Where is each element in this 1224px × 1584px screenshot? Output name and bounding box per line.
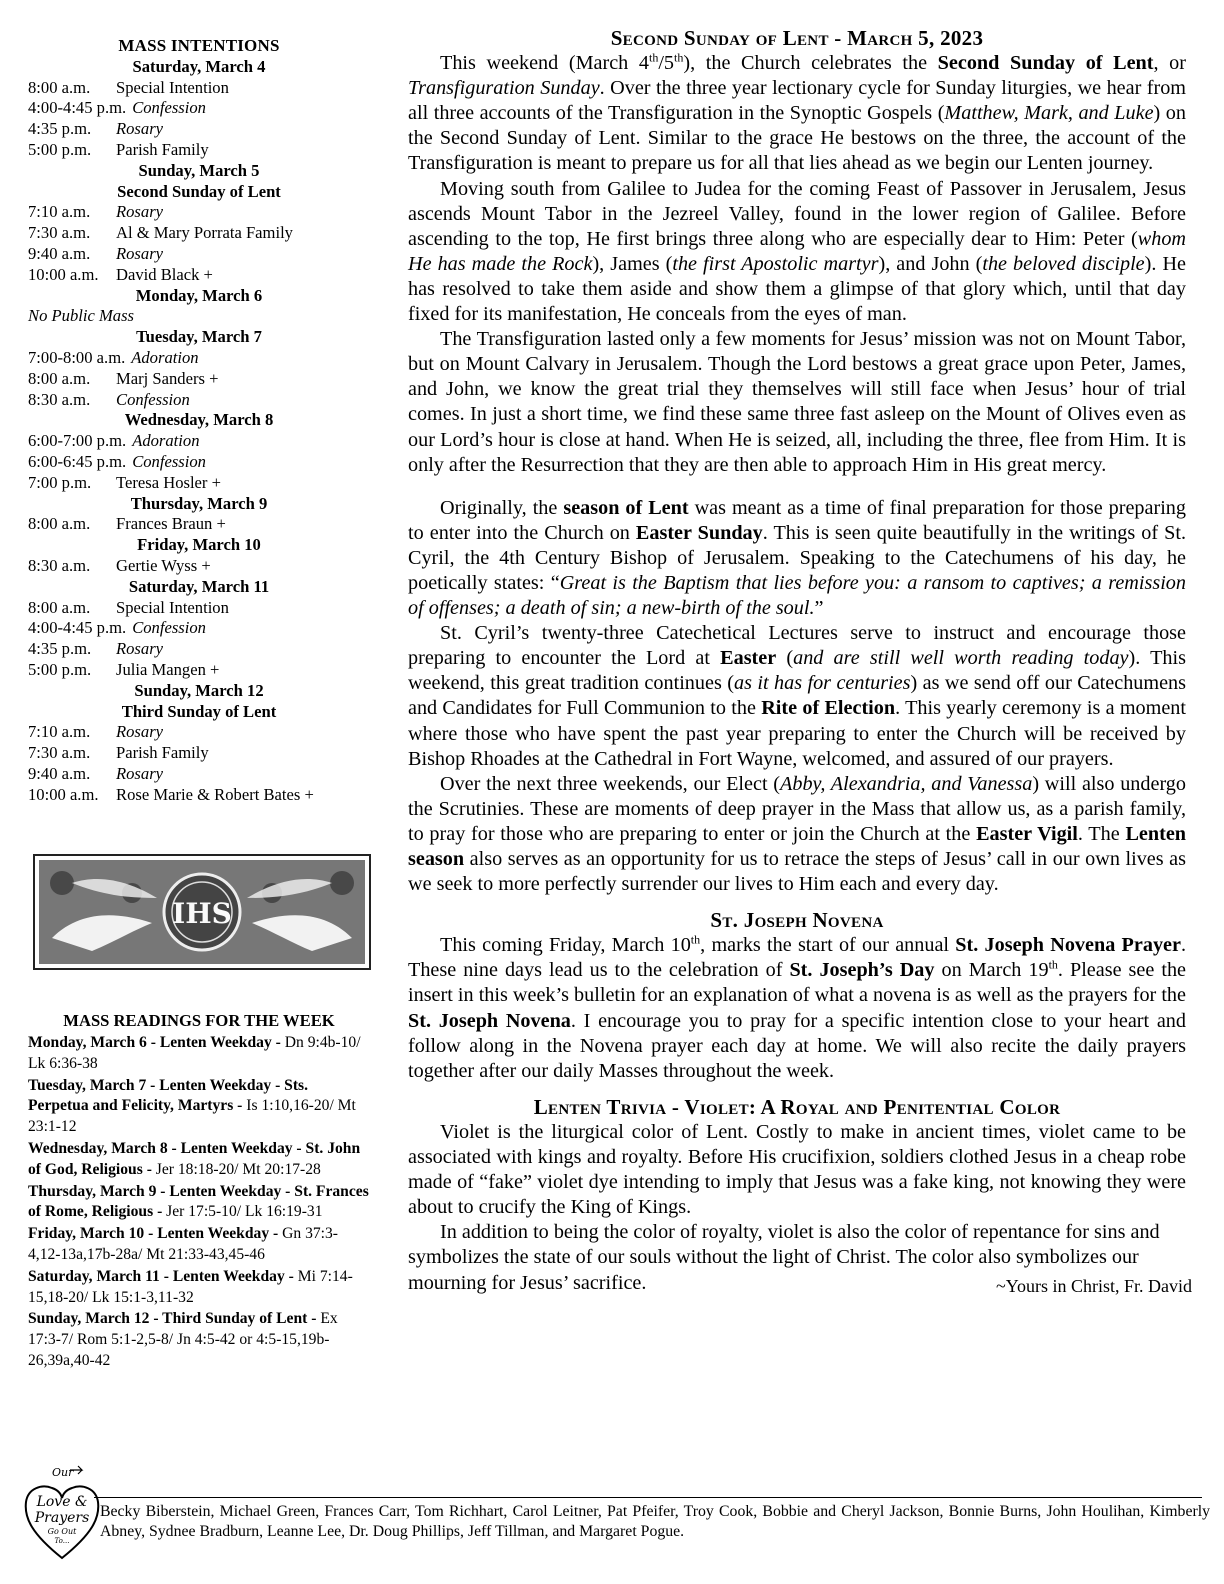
logo-word-3: Prayers <box>34 1510 90 1526</box>
article-paragraph <box>408 51 1186 176</box>
intention-text: Rosary <box>116 202 164 222</box>
intention-time: 7:10 a.m. <box>28 722 91 742</box>
intention-text: Parish Family <box>116 139 209 159</box>
text-run: Easter <box>720 647 777 670</box>
text-run: ). This weekend, this great tradition continues ( <box>408 647 1186 695</box>
intention-time: 6:00-6:45 p.m. <box>28 451 127 471</box>
reading-refs: Gn 37:3-4,12-13a,17b-28a/ Mt 21:33-43,45-46 <box>28 1225 338 1264</box>
day-heading: Thursday, March 9 <box>130 493 268 513</box>
intention-time: 8:30 a.m. <box>28 389 91 409</box>
intention-time: 7:30 a.m. <box>28 223 91 243</box>
trivia-title: Lenten Trivia - Violet: A Royal and Penitential Color <box>533 1094 1061 1119</box>
intention-time: 8:30 a.m. <box>28 555 91 575</box>
text-run: Lenten season <box>408 822 1186 870</box>
footer-rule <box>94 1497 1202 1498</box>
reading-label: Thursday, March 9 - Lenten Weekday - St. Frances of Rome, Religious - <box>28 1182 369 1221</box>
novena-paragraph <box>408 933 1186 1084</box>
text-run: as it has for centuries <box>733 672 911 695</box>
day-heading: Monday, March 6 <box>135 285 263 305</box>
text-run: and are still well worth reading today <box>793 647 1129 670</box>
intention-text: Rosary <box>116 639 164 659</box>
intention-text: Adoration <box>132 431 200 451</box>
day-heading: Friday, March 10 <box>137 535 261 555</box>
text-run: St. Joseph’s Day <box>789 959 935 982</box>
intention-time: 7:00-8:00 a.m. <box>28 347 126 367</box>
text-run: th <box>648 50 659 65</box>
text-run: /5 <box>658 52 675 75</box>
reading-refs: Jer 18:18-20/ Mt 20:17-28 <box>155 1160 321 1178</box>
text-run: also serves as an opportunity for us to retrace the steps of Jesus’ call in our own lives as we seek to more perfectly surrender our lives to Him each and every day. <box>408 848 1186 896</box>
reading-item <box>28 1139 370 1181</box>
text-run: ” <box>814 597 824 620</box>
intention-row <box>28 660 370 681</box>
logo-word-2: Love & <box>36 1494 88 1510</box>
trivia-paragraph: Violet is the liturgical color of Lent. Costly to make in ancient times, violet came to be associated with kings and royalty. Before His crucifixion, soldiers clothed Jesus in a cheap robe made of “fake” violet dye intending to imply that Jesus was a fake king, not knowing they were about to crucify the King of Kings. <box>408 1120 1186 1219</box>
intention-time: 6:00-7:00 p.m. <box>28 431 127 451</box>
text-run: Easter Vigil <box>976 822 1078 845</box>
intention-row <box>28 431 370 452</box>
intention-row <box>28 119 370 140</box>
intention-row <box>28 452 370 473</box>
text-run: the beloved disciple <box>982 252 1145 275</box>
intention-text: Frances Braun + <box>116 514 226 534</box>
intention-row <box>28 639 370 660</box>
intention-time: 5:00 p.m. <box>28 659 92 679</box>
intention-text: Parish Family <box>116 743 209 763</box>
intention-row <box>28 348 370 369</box>
intention-row <box>28 265 370 286</box>
day-heading: Third Sunday of Lent <box>121 701 277 721</box>
text-run: th <box>690 932 701 947</box>
day-heading: Sunday, March 5 <box>138 160 260 180</box>
intention-time: 5:00 p.m. <box>28 139 92 159</box>
intention-text: Rosary <box>116 243 164 263</box>
intention-row <box>28 98 370 119</box>
text-run: ) as we send off our Catechumens and Candidates for Full Communion to the <box>408 672 1187 720</box>
text-run: . These nine days lead us to the celebration of <box>408 934 1187 982</box>
article-paragraph <box>408 177 1186 328</box>
reading-item <box>28 1182 370 1224</box>
intention-row <box>28 369 370 390</box>
intention-row <box>28 722 370 743</box>
reading-label: Monday, March 6 - Lenten Weekday - <box>28 1034 281 1052</box>
text-run: whom He has made the Rock <box>408 227 1186 275</box>
day-heading: Wednesday, March 8 <box>124 410 274 430</box>
intention-text: Teresa Hosler + <box>116 472 221 492</box>
reading-refs: Mi 7:14-15,18-20/ Lk 15:1-3,11-32 <box>28 1267 353 1306</box>
intention-time: 8:00 a.m. <box>28 514 91 534</box>
day-heading: Sunday, March 12 <box>134 680 264 700</box>
heart-logo-icon <box>22 1462 102 1562</box>
intention-time: 4:35 p.m. <box>28 119 92 139</box>
reading-refs: Ex 17:3-7/ Rom 5:1-2,5-8/ Jn 4:5-42 or 4:5-15,19b-26,39a,40-42 <box>28 1310 338 1370</box>
text-run: This weekend (March 4 <box>440 52 649 75</box>
day-heading: Tuesday, March 7 <box>136 327 262 347</box>
mass-intentions-title: MASS INTENTIONS <box>118 36 280 55</box>
reading-refs: Dn 9:4b-10/ Lk 6:36-38 <box>28 1034 361 1072</box>
prayer-list-footer <box>22 1462 1210 1572</box>
intention-text: Rosary <box>116 763 164 783</box>
text-run: Moving south from Galilee to Judea for the coming Feast of Passover in Jerusalem, Jesus ascends Mount Tabor in the Jezreel Valley, found in the lower region of Galilee. Before ascending to the top, He first brings three along who are especially dear to Him: Peter ( <box>408 177 1186 250</box>
text-run: Over the next three weekends, our Elect ( <box>440 772 781 795</box>
text-run: Originally, the <box>440 496 564 519</box>
intention-row <box>28 78 370 99</box>
novena-title: St. Joseph Novena <box>710 908 884 933</box>
article-paragraph <box>408 496 1186 621</box>
intention-text: Confession <box>132 618 206 638</box>
ihs-monogram: IHS <box>172 897 232 931</box>
text-run: . This yearly ceremony is a moment where those who have spent the past year preparing to enter the Church will be received by Bishop Rhoades at the Cathedral in Fort Wayne, welcomed, and assured of our prayers. <box>408 697 1186 770</box>
intention-text: Rosary <box>116 119 164 139</box>
ihs-ornament-banner <box>32 853 372 971</box>
intention-text: Gertie Wyss + <box>116 555 211 575</box>
article-paragraph <box>408 772 1186 897</box>
reading-item <box>28 1309 370 1371</box>
text-run: . This is seen quite beautifully in the writings of St. Cyril, the 4th Century Bishop of Jerusalem. Speaking to the Catechumens of his day, he poetically states: “ <box>408 521 1187 594</box>
paragraph-gap <box>408 478 1186 496</box>
intention-time: 4:00-4:45 p.m. <box>28 98 127 118</box>
text-run: St. Cyril’s twenty-three Catechetical Lectures serve to instruct and encourage those preparing to encounter the Lord at <box>408 622 1186 670</box>
reading-item <box>28 1076 370 1138</box>
intention-row <box>28 743 370 764</box>
reading-item <box>28 1033 370 1075</box>
intention-row <box>28 202 370 223</box>
text-run: th <box>1048 957 1058 972</box>
intention-row <box>28 223 370 244</box>
text-run: on March 19 <box>934 959 1049 982</box>
intention-row <box>28 390 370 411</box>
intention-text: Confession <box>116 389 190 409</box>
text-run: ) on the Second Sunday of Lent. Similar to the grace He bestows on the three, the account of the Transfiguration is meant to prepare us for all that lies ahead as we begin our Lenten journey. <box>408 102 1186 175</box>
intention-row <box>28 140 370 161</box>
intention-time: 7:30 a.m. <box>28 743 91 763</box>
text-run: ), and John ( <box>878 252 983 275</box>
logo-word-4: Go Out <box>47 1527 77 1536</box>
text-run: St. Joseph Novena <box>408 1009 571 1032</box>
reading-item <box>28 1267 370 1309</box>
text-run: ), James ( <box>592 252 673 275</box>
text-run: . Over the three year lectionary cycle for Sunday liturgies, we hear from all three accounts of the Transfiguration in the Synoptic Gospels ( <box>408 77 1186 125</box>
intention-text: Confession <box>132 98 206 118</box>
text-run: Rite of Election <box>761 697 896 720</box>
intention-text: Special Intention <box>116 597 229 617</box>
text-run: Second Sunday of Lent <box>937 52 1154 75</box>
article-paragraph <box>408 327 1186 478</box>
text-run: the first Apostolic martyr <box>672 252 879 275</box>
text-run: Great is the Baptism that lies before you: a ransom to captives; a remission of offenses; a death of sin; a new-birth of the soul. <box>408 571 1186 620</box>
mass-readings-title: MASS READINGS FOR THE WEEK <box>63 1011 335 1031</box>
reading-label: Wednesday, March 8 - Lenten Weekday - St. John of God, Religious - <box>28 1140 361 1178</box>
text-run: . Please see the insert in this week’s bulletin for an explanation of what a novena is as well as the prayers for the <box>408 959 1186 1007</box>
intention-text: No Public Mass <box>28 306 135 326</box>
text-run: Transfiguration Sunday <box>408 77 600 100</box>
intention-time: 4:35 p.m. <box>28 639 92 659</box>
reading-item <box>28 1224 370 1266</box>
intention-text: Confession <box>132 451 206 471</box>
prayer-list-names: Becky Biberstein, Michael Green, Frances Carr, Tom Richhart, Carol Leitner, Pat Pfeifer, Troy Cook, Bobbie and Cheryl Jackson, Bonnie Burns, John Houlihan, Kimberly Abney, Sydnee Bradburn, Leanne Lee, Dr. Doug Phillips, Jeff Tillman, and Margaret Pogue. <box>100 1503 1210 1540</box>
text-run: This coming Friday, March 10 <box>440 934 691 957</box>
article-title: Second Sunday of Lent - March 5, 2023 <box>610 26 984 50</box>
intention-row <box>28 473 370 494</box>
intention-time: 4:00-4:45 p.m. <box>28 618 127 638</box>
reading-label: Sunday, March 12 - Third Sunday of Lent - <box>28 1310 317 1328</box>
text-run: Abby, Alexandria, and Vanessa <box>780 772 1033 795</box>
trivia-paragraph: In addition to being the color of royalty, violet is also the color of repentance for sins and symbolizes the state of our souls without the light of Christ. The color also symbolizes our mourning for Jesus’ sacrifice. <box>408 1221 1160 1294</box>
reading-label: Friday, March 10 - Lenten Weekday - <box>28 1225 279 1243</box>
mass-readings-list <box>28 1033 370 1372</box>
text-run: was meant as a time of final preparation for those preparing to enter into the Church on <box>408 496 1186 544</box>
reading-label: Saturday, March 11 - Lenten Weekday - <box>28 1267 294 1285</box>
intention-row <box>28 244 370 265</box>
text-run: , marks the start of our annual <box>700 934 956 957</box>
intention-time: 8:00 a.m. <box>28 77 91 97</box>
intention-time: 7:00 p.m. <box>28 472 92 492</box>
intention-text: Adoration <box>131 347 199 367</box>
intention-row <box>28 556 370 577</box>
intention-row <box>28 618 370 639</box>
text-run: . The <box>1077 822 1126 845</box>
trivia-body <box>408 1120 1186 1296</box>
text-run: ), the Church celebrates the <box>683 52 938 75</box>
intention-time: 8:00 a.m. <box>28 368 91 388</box>
article-body <box>408 51 1186 897</box>
day-heading: Saturday, March 4 <box>132 56 266 76</box>
text-run: Matthew, Mark, and Luke <box>944 102 1154 125</box>
text-run: St. Joseph Novena Prayer <box>955 934 1181 957</box>
text-run: . I encourage you to pray for a specific intention close to your heart and follow along in the Novena prayer each day at home. We will also recite the daily prayers together after our daily Masses throughout the week. <box>408 1009 1186 1082</box>
logo-word-5: To... <box>54 1537 70 1545</box>
intention-time: 7:10 a.m. <box>28 202 91 222</box>
right-column <box>408 26 1192 1299</box>
text-run: ) will also undergo the Scrutinies. These are moments of deep prayer in the Mass that allow us, as a parish family, to pray for those who are preparing to enter or join the Church at the <box>408 772 1186 845</box>
intention-text: Julia Mangen + <box>116 659 220 679</box>
reading-label: Tuesday, March 7 - Lenten Weekday - Sts. Perpetua and Felicity, Martyrs - <box>28 1076 309 1115</box>
day-heading: Second Sunday of Lent <box>117 181 281 201</box>
intention-text: Marj Sanders + <box>116 368 219 388</box>
reading-refs: Is 1:10,16-20/ Mt 23:1-12 <box>28 1097 356 1136</box>
text-run: season of Lent <box>563 496 689 519</box>
logo-word-1: Our <box>52 1466 74 1479</box>
intention-row <box>28 514 370 535</box>
text-run: th <box>674 50 684 65</box>
mass-intentions-list <box>28 57 370 806</box>
intention-text: Al & Mary Porrata Family <box>116 223 293 243</box>
reading-refs: Jer 17:5-10/ Lk 16:19-31 <box>166 1203 323 1221</box>
intention-time: 10:00 a.m. <box>28 784 99 804</box>
article-paragraph <box>408 621 1186 772</box>
day-heading: Saturday, March 11 <box>128 576 270 596</box>
intention-row <box>28 785 370 806</box>
intention-text: Rosary <box>116 722 164 742</box>
intention-time: 10:00 a.m. <box>28 264 99 284</box>
intention-text: Rose Marie & Robert Bates + <box>116 784 314 804</box>
intention-text: David Black + <box>116 264 213 284</box>
intention-time: 9:40 a.m. <box>28 763 91 783</box>
intention-row <box>28 306 370 327</box>
intention-row <box>28 764 370 785</box>
text-run: ( <box>776 647 794 670</box>
text-run: , or <box>1153 52 1186 75</box>
intention-row <box>28 598 370 619</box>
text-run: ). He has resolved to take them aside and show them a glimpse of that glory which, until that day fixed for its manifestation, He conceals from the eyes of man. <box>408 252 1186 326</box>
intention-text: Special Intention <box>116 77 229 97</box>
intention-time: 9:40 a.m. <box>28 243 91 263</box>
intention-time: 8:00 a.m. <box>28 597 91 617</box>
text-run: Easter Sunday <box>635 521 763 544</box>
signature: ~Yours in Christ, Fr. David <box>996 1275 1192 1296</box>
text-run: The Transfiguration lasted only a few moments for Jesus’ mission was not on Mount Tabor, but on Mount Calvary in Jerusalem. Though the Lord bestows a great grace upon Peter, James, and John, we know the great trial they themselves will still face when Jesus’ hour of trial comes. In just a short time, we find these same three fast asleep on the Mount of Olives even as our Lord’s hour is close at hand. When He is seized, all, including the three, flee from Him. It is only after the Resurrection that they are then able to approach Him in His great mercy. <box>408 328 1186 476</box>
left-column <box>28 36 370 1372</box>
